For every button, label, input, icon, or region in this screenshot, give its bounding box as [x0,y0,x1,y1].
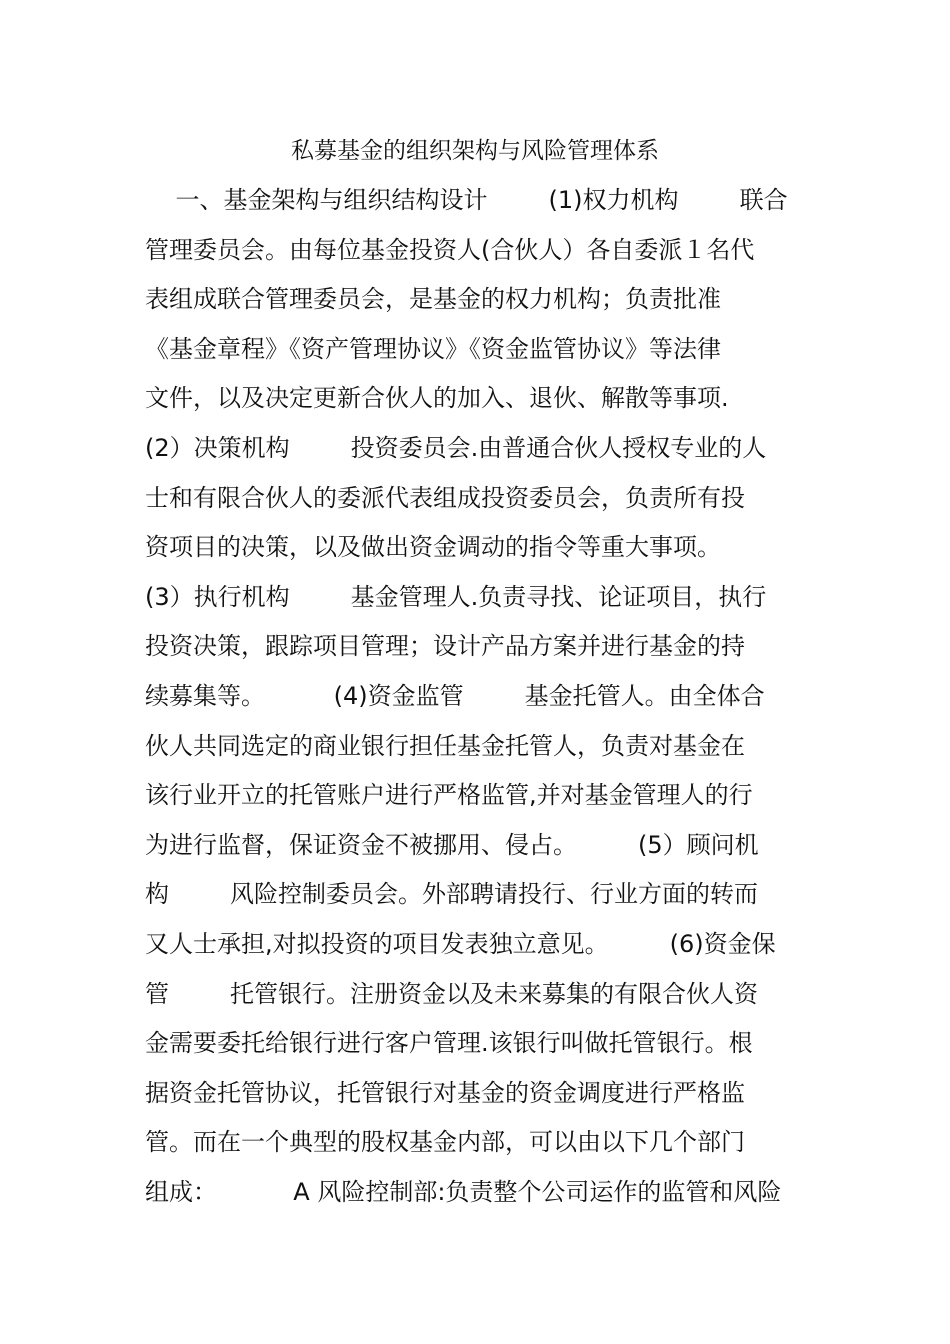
body-line: 为进行监督，保证资金不被挪用、侵占。 (5）顾问机 [145,830,759,859]
body-line: 投资决策，跟踪项目管理；设计产品方案并进行基金的持 [145,632,745,661]
body-line: 伙人共同选定的商业银行担任基金托管人，负责对基金在 [145,731,745,760]
body-line: (3）执行机构 基金管理人.负责寻找、论证项目，执行 [145,582,767,611]
body-line: 该行业开立的托管账户进行严格监管,并对基金管理人的行 [145,781,753,810]
body-line: 文件，以及决定更新合伙人的加入、退伙、解散等事项. [145,384,729,413]
body-line: 构 风险控制委员会。外部聘请投行、行业方面的转而 [145,880,759,909]
document-title: 私募基金的组织架构与风险管理体系 [291,138,659,164]
body-line: 据资金托管协议，托管银行对基金的资金调度进行严格监 [145,1078,745,1107]
body-line: 金需要委托给银行进行客户管理.该银行叫做托管银行。根 [145,1029,753,1058]
body-line: 资项目的决策，以及做出资金调动的指令等重大事项。 [145,533,721,562]
body-line: 表组成联合管理委员会，是基金的权力机构；负责批准 [145,285,721,314]
body-line: 管。而在一个典型的股权基金内部，可以由以下几个部门 [145,1128,745,1157]
body-line: 士和有限合伙人的委派代表组成投资委员会，负责所有投 [145,483,745,512]
body-line: 组成： A 风险控制部:负责整个公司运作的监管和风险 [145,1177,782,1206]
body-line: 《基金章程》《资产管理协议》《资金监管协议》等法律 [145,334,721,363]
document-body [145,176,825,1217]
body-line: 管理委员会。由每位基金投资人(合伙人）各自委派１名代 [145,235,755,264]
body-line: 又人士承担,对拟投资的项目发表独立意见。 (6)资金保 [145,929,776,958]
body-line: 一、基金架构与组织结构设计 (1)权力机构 联合 [145,186,788,214]
body-line: 管 托管银行。注册资金以及未来募集的有限合伙人资 [145,979,759,1008]
body-line: (2）决策机构 投资委员会.由普通合伙人授权专业的人 [145,433,767,462]
body-line: 续募集等。 (4)资金监管 基金托管人。由全体合 [145,681,765,710]
